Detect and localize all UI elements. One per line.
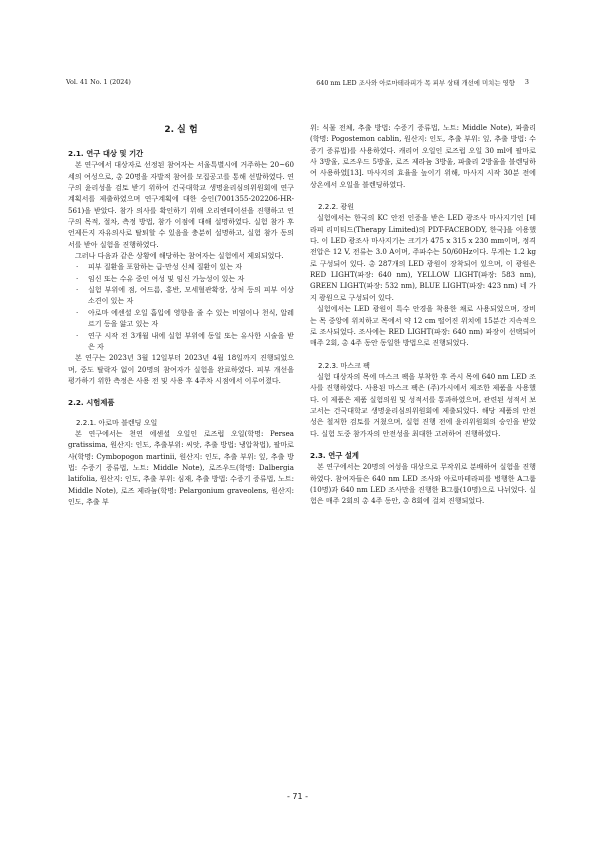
subsection-heading-2-2-3: 2.2.3. 마스크 팩: [318, 360, 370, 370]
paragraph: 본 연구에서는 천연 에센셜 오일인 로즈럽 오일(학명: Persea gratissima, 원산지: 인도, 추출부위: 씨앗, 추출 방법: 냉압착법), 팔마로사(학명: Cymbopogon martinii, 원산지: 인도, 추출 부위: 잎, 추출 방법: 수증기 증류법, 노트: Middle Note), 로즈우드(학명: Dalbergia latifolia, 원산지: 인도, 추출 부위: 심재, 추출 방법: 수증기 증류법, 노트: Middle Note), 로즈 제라늄(학명: Pelargonium graveolens, 원산지: 인도, 추출 부: [68, 428, 294, 506]
section-heading: 2. 실 험: [164, 125, 198, 135]
list-item: · 연구 시작 전 3개월 내에 실험 부위에 동일 또는 유사한 시술을 받은 자: [76, 330, 294, 351]
list-item: · 실험 부위에 점, 여드름, 홍반, 모세혈관확장, 상처 등의 피부 이상 소견이 있는 자: [76, 285, 294, 306]
paragraph: 본 연구에서 대상자로 선정된 참여자는 서울특별시에 거주하는 20~60세의 여성으로, 총 20명을 자발적 참여를 모집공고를 통해 선발하였다. 연구의 윤리성을 검토 받기 위하여 건국대학교 생명윤리심의위원회에 연구 계획서를 제출하였으며 연구계획에 대한 승인(7001355-202206-HR-561)을 받았다. 참가 의사를 확인하기 위해 오리엔테이션을 진행하고 연구의 목적, 절차, 측정 방법, 참가 이점에 대해 설명하였다. 실험 참가 후 언제든지 자유의사로 탈퇴할 수 있음을 충분히 설명하고, 실험 참가 동의서를 받아 실험을 진행하였다.: [68, 160, 294, 249]
header-page-number: 3: [524, 78, 529, 86]
subsection-heading-2-2-1: 2.2.1. 아로마 블렌딩 오일: [76, 417, 158, 427]
paragraph: 실험 대상자의 목에 마스크 팩을 부착한 후 즉시 목에 640 nm LED 조사를 진행하였다. 사용된 마스크 팩은 (주)가시에서 제조한 제품을 사용했다. 이 제품은 제품 실험의원 및 성적서를 통과하였으며, 관련된 성적서 보고서는 건국대학교 생명윤리심의위원회에 제출되었다. 해당 제품의 안전성은 철저한 검토를 거쳤으며, 실험 진행 전에 윤리위원회의 승인을 받았다. 실험 도중 참가자의 안전성을 최대한 고려하여 진행하였다.: [310, 371, 536, 438]
paragraph: 실험에서는 LED 광원이 특수 안경을 착용한 채로 사용되었으며, 장비는 목 중앙에 위치하고 목에서 약 12 cm 떨어진 위치에 15분간 지속적으로 조사되었다. 조사에는 RED LIGHT(파장: 640 nm) 파장이 선택되어 매주 2회, 총 4주 동안 동일한 방법으로 진행되었다.: [310, 304, 536, 348]
paragraph: 본 연구는 2023년 3월 12일부터 2023년 4월 18일까지 진행되었으며, 중도 탈락자 없이 20명의 참여자가 실험을 완료하였다. 피부 개선을 평가하기 위한 측정은 사용 전 및 사용 후 4주차 시점에서 이루어졌다.: [68, 353, 294, 385]
list-item: · 임신 또는 수유 중인 여성 및 임신 가능성이 있는 자: [76, 273, 245, 283]
subsection-heading-2-2-2: 2.2.2. 광원: [318, 202, 355, 212]
journal-volume: Vol. 41 No. 1 (2024): [66, 78, 131, 86]
left-column: [68, 124, 294, 507]
subsection-heading-2-1: 2.1. 연구 대상 및 기간: [68, 149, 144, 158]
subsection-heading-2-2: 2.2. 시험제품: [68, 398, 115, 408]
running-header: [66, 78, 529, 90]
page-footer-number: - 71 -: [286, 792, 309, 801]
paragraph: 위: 식물 전체, 추출 방법: 수증기 증류법, 노트: Middle Note), 파출리(학명: Pogostemon cablin, 원산지: 인도, 추출 부위: 잎, 추출 방법: 수증기 증류법)를 사용하였다. 캐리어 오일인 로즈럽 오일 30 ml에 팔마로사 3방울, 로즈우드 5방울, 로즈 제라늄 3방울, 파출리 2방울을 블렌딩하여 사용하였[13]. 마사지의 효율을 높이기 위해, 마사지 시작 30분 전에 상온에서 오일을 블렌딩하였다.: [310, 123, 536, 189]
paragraph: 실험에서는 한국의 KC 안전 인증을 받은 LED 광조사 마사지기인 [테라피 리미티드(Therapy Limited)의 PDT-FACEBODY, 한국]을 이용했다. 이 LED 광조사 마사지기는 크기가 475 x 315 x 230 mm이며, 정격 전압은 12 V, 전류는 3.0 A이며, 주파수는 50/60Hz이다. 무게는 1.2 kg로 구성되어 있다. 총 287개의 LED 광원이 장착되어 있으며, 이 광원은 RED LIGHT(파장: 640 nm), YELLOW LIGHT(파장: 583 nm), GREEN LIGHT(파장: 532 nm), BLUE LIGHT(파장: 423 nm) 네 가지 광원으로 구성되어 있다.: [310, 213, 536, 302]
right-column: [310, 122, 536, 507]
exclusion-list: [68, 261, 294, 352]
paragraph: 그러나 다음과 같은 상황에 해당하는 참여자는 실험에서 제외되었다.: [75, 251, 284, 261]
subsection-heading-2-3: 2.3. 연구 설계: [310, 450, 359, 460]
list-item: · 아로마 에센셜 오일 흡입에 영향을 줄 수 있는 비염이나 천식, 알레르기 등을 앓고 있는 자: [76, 307, 294, 329]
paragraph: 본 연구에서는 20명의 여성을 대상으로 무작위로 분배하여 실험을 진행하였다. 참여자들은 640 nm LED 조사와 아로마테라피를 병행한 A그룹(10명)과 640 nm LED 조사만을 진행한 B그룹(10명)으로 나뉘었다. 실험은 매주 2회의 총 4주 동안, 총 8회에 걸쳐 진행되었다.: [310, 462, 536, 506]
list-item: · 피부 질환을 포함하는 급·만성 신체 질환이 있는 자: [76, 262, 243, 272]
running-title: 640 nm LED 조사와 아로마테라피가 목 피부 상태 개선에 미치는 영향: [316, 79, 515, 87]
